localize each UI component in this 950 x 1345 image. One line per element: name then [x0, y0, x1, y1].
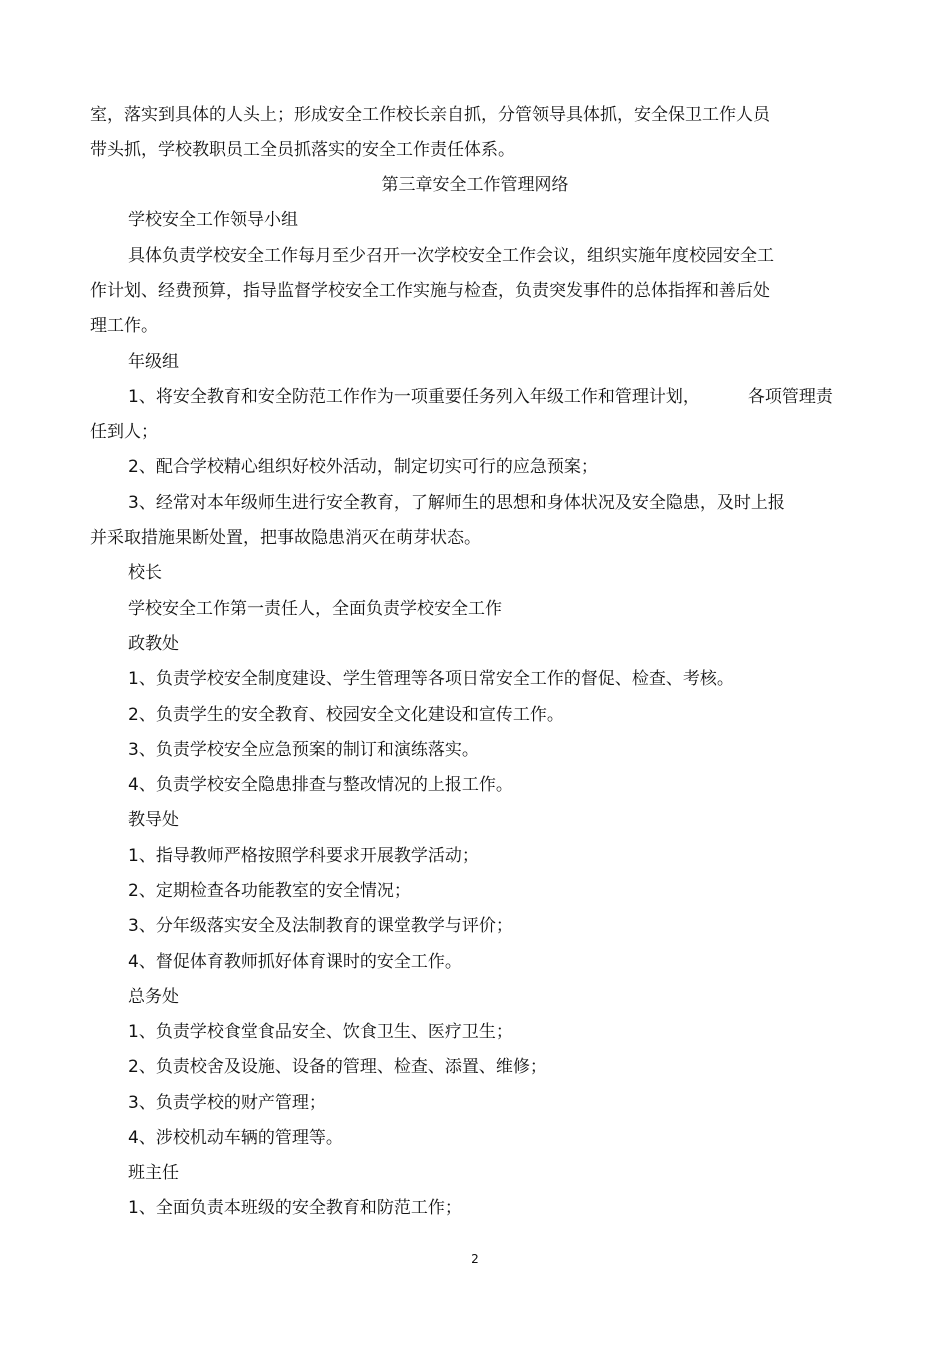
grade-item-1	[128, 385, 833, 409]
general-item-3: 3、负责学校的财产管理；	[128, 1093, 326, 1113]
teaching-item-3: 3、分年级落实安全及法制教育的课堂教学与评价；	[128, 916, 513, 936]
leadership-body-3: 理工作。	[90, 316, 158, 336]
grade-item-3-cont: 并采取措施果断处置，把事故隐患消灭在萌芽状态。	[90, 528, 481, 548]
grade-heading: 年级组	[128, 352, 179, 372]
leadership-heading: 学校安全工作领导小组	[128, 210, 298, 230]
political-item-1: 1、负责学校安全制度建设、学生管理等各项日常安全工作的督促、检查、考核。	[128, 669, 734, 689]
class-teacher-heading: 班主任	[128, 1163, 179, 1183]
intro-line-1: 室，落实到具体的人头上；形成安全工作校长亲自抓，分管领导具体抓，安全保卫工作人员	[90, 105, 770, 125]
general-item-2: 2、负责校舍及设施、设备的管理、检查、添置、维修；	[128, 1057, 547, 1077]
grade-item-1-part-b: 各项管理责	[747, 387, 833, 407]
principal-body: 学校安全工作第一责任人，全面负责学校安全工作	[128, 599, 502, 619]
political-item-4: 4、负责学校安全隐患排查与整改情况的上报工作。	[128, 775, 513, 795]
chapter-title: 第三章安全工作管理网络	[381, 175, 569, 195]
grade-item-3: 3、经常对本年级师生进行安全教育，了解师生的思想和身体状况及安全隐患，及时上报	[128, 493, 785, 513]
political-item-2: 2、负责学生的安全教育、校园安全文化建设和宣传工作。	[128, 705, 564, 725]
general-item-4: 4、涉校机动车辆的管理等。	[128, 1128, 343, 1148]
teaching-heading: 教导处	[128, 810, 179, 830]
grade-item-1-part-a: 1、将安全教育和安全防范工作作为一项重要任务列入年级工作和管理计划，	[128, 387, 700, 407]
principal-heading: 校长	[128, 563, 162, 583]
general-item-1: 1、负责学校食堂食品安全、饮食卫生、医疗卫生；	[128, 1022, 513, 1042]
leadership-body-1: 具体负责学校安全工作每月至少召开一次学校安全工作会议，组织实施年度校园安全工	[128, 246, 774, 266]
general-heading: 总务处	[128, 987, 179, 1007]
grade-item-2: 2、配合学校精心组织好校外活动，制定切实可行的应急预案；	[128, 457, 598, 477]
teaching-item-2: 2、定期检查各功能教室的安全情况；	[128, 881, 411, 901]
class-teacher-item-1: 1、全面负责本班级的安全教育和防范工作；	[128, 1198, 462, 1218]
grade-item-1-cont: 任到人；	[90, 422, 158, 442]
page-number: 2	[471, 1252, 479, 1266]
teaching-item-1: 1、指导教师严格按照学科要求开展教学活动；	[128, 846, 479, 866]
leadership-body-2: 作计划、经费预算，指导监督学校安全工作实施与检查，负责突发事件的总体指挥和善后处	[90, 281, 770, 301]
intro-line-2: 带头抓，学校教职员工全员抓落实的安全工作责任体系。	[90, 140, 515, 160]
political-item-3: 3、负责学校安全应急预案的制订和演练落实。	[128, 740, 479, 760]
political-heading: 政教处	[128, 634, 179, 654]
teaching-item-4: 4、督促体育教师抓好体育课时的安全工作。	[128, 952, 462, 972]
